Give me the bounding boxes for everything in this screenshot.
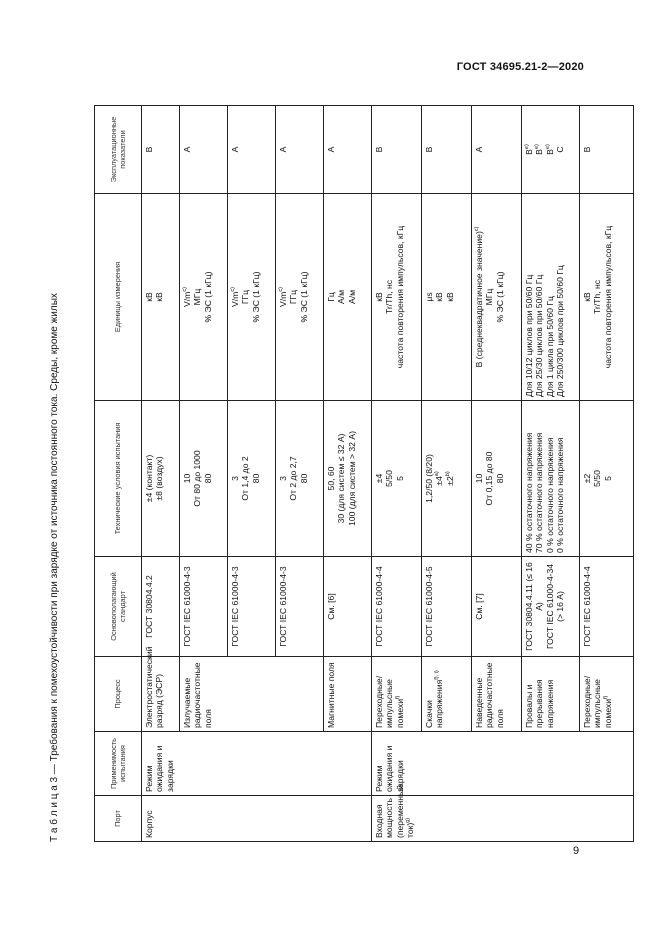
table-caption-text: — Требования к помехоустойчивости при зарядке от источника постоянного тока. Среды, кроме жилых xyxy=(49,293,60,777)
condition-line: 5/50 xyxy=(592,470,603,487)
unit-line: % ЭС (1 кГц) xyxy=(202,271,213,323)
unit-line: % ЭС (1 кГц) xyxy=(250,271,261,323)
condition-line xyxy=(445,404,455,553)
unit-line: Для 1 цикла при 50/60 Гц xyxy=(544,296,555,397)
cell-standard: ГОСТ IEC 61000-4-5 xyxy=(422,557,472,657)
header-conditions: Технические условия испытания xyxy=(95,401,142,557)
table-row xyxy=(372,106,422,842)
condition-line: 80 xyxy=(494,473,505,484)
cell-criterion: A xyxy=(276,106,324,194)
cell-conditions xyxy=(422,401,472,557)
unit-line: кВ xyxy=(374,292,384,302)
unit-line: ГГц xyxy=(240,289,251,305)
table-caption-label: Т а б л и ц а 3 xyxy=(49,776,60,842)
condition-line: 10 xyxy=(474,473,484,484)
cell-standard: ГОСТ 30804.4.2 xyxy=(142,557,180,657)
cell-standard: См. [7] xyxy=(472,557,522,657)
cell-port xyxy=(372,784,634,842)
table-row xyxy=(522,106,580,842)
table-header-row xyxy=(95,106,142,842)
cell-standard: ГОСТ IEC 61000-4-3 xyxy=(180,557,228,657)
unit-line: Гц xyxy=(326,292,336,302)
cell-process: Наведенные радиочастотные поля xyxy=(472,657,522,732)
unit-line: Tr/Th, нс xyxy=(384,279,395,315)
condition-text: ±4 xyxy=(434,476,445,486)
cell-conditions xyxy=(324,401,372,557)
unit-text: В (среднеквадратичное значение) xyxy=(474,231,484,368)
cell-process xyxy=(580,657,634,732)
cell-port: Корпус xyxy=(142,796,372,842)
unit-line: Для 25/30 циклов при 50/60 Гц xyxy=(534,274,545,397)
table-row xyxy=(324,106,372,842)
cell-standard xyxy=(522,557,580,657)
cell-units xyxy=(276,194,324,401)
cell-process xyxy=(422,657,472,732)
unit-line: кВ xyxy=(144,292,154,302)
footnote-ref: f) xyxy=(603,695,610,699)
cell-units xyxy=(142,194,180,401)
cell-units xyxy=(372,194,422,401)
condition-line: 30 (для систем ≤ 32 А) xyxy=(336,433,347,524)
unit-line: А/м xyxy=(336,289,347,305)
condition-line: 3 xyxy=(278,476,288,481)
footnote-ref: c) xyxy=(182,287,189,292)
cell-conditions xyxy=(276,401,324,557)
condition-line: ±2 xyxy=(582,473,592,484)
cell-conditions xyxy=(522,401,580,557)
footnote-ref: e) xyxy=(545,144,552,150)
cell-conditions xyxy=(580,401,634,557)
unit-text: V/m xyxy=(182,291,192,307)
condition-line: От 80 до 1000 xyxy=(192,450,203,507)
footnote-ref: f) xyxy=(395,695,402,699)
unit-line: Для 250/300 циклов при 50/60 Гц xyxy=(555,265,566,397)
cell-standard: ГОСТ IEC 61000-4-4 xyxy=(372,557,422,657)
table-row xyxy=(142,106,180,842)
unit-line xyxy=(278,197,288,397)
process-text: Скачки напряжения xyxy=(424,679,445,728)
rotated-table-block xyxy=(46,40,613,842)
header-criterion: Эксплуатационные показатели xyxy=(95,106,142,194)
footnote-ref: e) xyxy=(524,144,531,150)
table-row xyxy=(580,106,634,842)
cell-process: Излучаемые радиочастотные поля xyxy=(180,657,324,732)
cell-units xyxy=(580,194,634,401)
condition-line: 50, 60 xyxy=(326,466,336,491)
unit-line: А/м xyxy=(346,289,357,305)
cell-process: Магнитные поля xyxy=(324,657,372,732)
cell-process xyxy=(372,657,422,732)
condition-line: 0 % остаточного напряжения xyxy=(544,437,555,553)
header-standard: Основополагающий стандарт xyxy=(95,557,142,657)
condition-line: 5/50 xyxy=(384,470,395,487)
condition-line: 3 xyxy=(230,476,240,481)
cell-criterion: A xyxy=(180,106,228,194)
standard-line: ГОСТ IEC 61000-4-34 (> 16 А) xyxy=(544,563,566,650)
unit-line: кВ xyxy=(154,292,165,302)
unit-line xyxy=(230,197,240,397)
cell-standard: ГОСТ IEC 61000-4-3 xyxy=(228,557,276,657)
process-text: Переходные/импульсные помехи xyxy=(374,675,405,728)
condition-line: ±4 xyxy=(374,473,384,484)
criterion-text: B xyxy=(524,149,534,155)
cell-process: Провалы и прерывания напряжения xyxy=(522,657,580,732)
criterion-text: B xyxy=(544,149,555,155)
cell-process: Электростатический разряд (ЭСР) xyxy=(142,657,180,732)
cell-applicability: Режим ожидания и зарядки xyxy=(372,732,634,796)
condition-line: 5 xyxy=(394,476,405,481)
unit-line: % ЭС (1 кГц) xyxy=(298,271,309,323)
cell-units xyxy=(522,194,580,401)
standard-line: ГОСТ 30804.4.11 (≤ 16 А) xyxy=(524,562,545,651)
condition-line: 80 xyxy=(202,473,213,484)
unit-line: μs xyxy=(424,292,434,302)
condition-line: 100 (для систем > 32 А) xyxy=(346,431,357,526)
cell-standard: ГОСТ IEC 61000-4-3 xyxy=(276,557,324,657)
condition-text: ±2 xyxy=(444,476,455,486)
unit-line: МГц xyxy=(484,288,495,306)
condition-line xyxy=(434,404,444,553)
condition-line: 5 xyxy=(602,476,613,481)
unit-line: Tr/Th, нс xyxy=(592,279,603,315)
footnote-ref: g) xyxy=(405,817,412,823)
cell-criterion: A xyxy=(228,106,276,194)
table-caption xyxy=(46,293,64,842)
unit-line: МГц xyxy=(192,288,203,306)
header-port: Порт xyxy=(95,796,142,842)
criterion-line xyxy=(534,109,544,190)
criterion-line xyxy=(524,109,534,190)
cell-conditions xyxy=(228,401,276,557)
footnote-ref: c) xyxy=(278,287,285,292)
table-row xyxy=(180,106,228,842)
cell-criterion: B xyxy=(142,106,180,194)
cell-conditions xyxy=(472,401,522,557)
cell-criterion: A xyxy=(324,106,372,194)
footnote-ref: b) xyxy=(445,471,452,477)
unit-line: кВ xyxy=(582,292,592,302)
cell-criterion: A xyxy=(472,106,522,194)
header-units: Единицы измерения xyxy=(95,194,142,401)
unit-line: % ЭС (1 кГц) xyxy=(494,271,505,323)
unit-line xyxy=(474,197,484,397)
criterion-line xyxy=(545,109,555,190)
cell-units xyxy=(180,194,228,401)
requirements-table xyxy=(94,105,634,842)
header-process: Процесс xyxy=(95,657,142,732)
cell-criterion xyxy=(522,106,580,194)
footnote-ref: f), i) xyxy=(434,670,441,680)
cell-units xyxy=(324,194,372,401)
cell-applicability: Режим ожидания и зарядки xyxy=(142,732,372,796)
condition-line: От 2 до 2,7 xyxy=(288,456,299,501)
unit-line xyxy=(182,197,192,397)
unit-line: частота повторения импульсов, кГц xyxy=(394,225,405,369)
condition-line: От 0,15 до 80 xyxy=(484,451,495,506)
condition-line: 40 % остаточного напряжения xyxy=(524,432,534,553)
footnote-ref: a) xyxy=(434,471,441,477)
cell-standard: См. [6] xyxy=(324,557,372,657)
cell-units xyxy=(422,194,472,401)
condition-line: 10 xyxy=(182,473,192,484)
cell-conditions xyxy=(180,401,228,557)
condition-line: 70 % остаточного напряжения xyxy=(534,432,545,553)
cell-standard: ГОСТ IEC 61000-4-4 xyxy=(580,557,634,657)
table-row xyxy=(422,106,472,842)
footnote-ref: c) xyxy=(230,287,237,292)
cell-conditions xyxy=(372,401,422,557)
unit-line: Для 10/12 циклов при 50/60 Гц xyxy=(524,274,534,397)
condition-line: ±4 (контакт) xyxy=(144,454,154,503)
table-row xyxy=(472,106,522,842)
port-text: Входная мощность (переменный ток) xyxy=(374,784,416,838)
document-code: ГОСТ 34695.21-2—2020 xyxy=(456,61,584,73)
condition-line: От 1,4 до 2 xyxy=(240,456,251,501)
footnote-ref: c) xyxy=(474,226,481,232)
header-applicability: Применимость испытания xyxy=(95,732,142,796)
unit-text: V/m xyxy=(230,291,240,307)
footnote-ref: e) xyxy=(534,144,541,150)
condition-line: ±8 (воздух) xyxy=(154,456,165,501)
unit-line: кВ xyxy=(444,292,455,302)
condition-line: 0 % остаточного напряжения xyxy=(555,437,566,553)
cell-criterion: B xyxy=(422,106,472,194)
unit-line: кВ xyxy=(434,292,445,302)
cell-criterion: B xyxy=(580,106,634,194)
cell-units xyxy=(228,194,276,401)
unit-text: V/m xyxy=(278,291,288,307)
unit-line: частота повторения импульсов, кГц xyxy=(602,225,613,369)
cell-units xyxy=(472,194,522,401)
condition-line: 80 xyxy=(250,473,261,484)
criterion-text: B xyxy=(534,149,545,155)
condition-line: 1,2/50 (8/20) xyxy=(424,454,434,503)
condition-line: 80 xyxy=(298,473,309,484)
unit-line: ГГц xyxy=(288,289,299,305)
cell-conditions xyxy=(142,401,180,557)
cell-criterion: B xyxy=(372,106,422,194)
process-text: Переходные/импульсные помехи xyxy=(582,675,613,728)
criterion-line: C xyxy=(555,146,566,153)
page-number: 9 xyxy=(573,845,580,857)
